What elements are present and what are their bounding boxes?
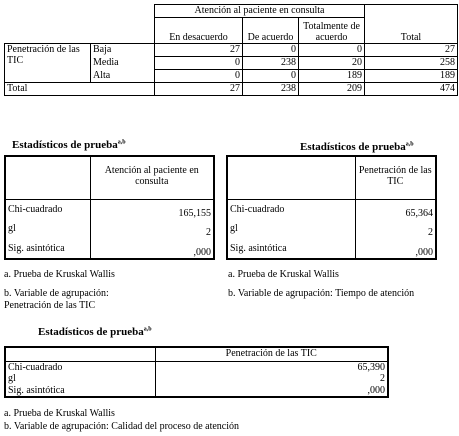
stats2-note-b: b. Variable de agrupación: Tiempo de atención: [228, 288, 415, 299]
stats1-value-chi: 165,155: [90, 199, 214, 219]
stats3-title-sup: a,b: [143, 326, 152, 333]
stats3-value-gl: 2: [155, 373, 388, 385]
cell: 27: [155, 83, 243, 96]
stats3-title: [38, 326, 152, 338]
stats3-note-b: b. Variable de agrupación: Calidad del proceso de atención: [4, 421, 240, 432]
cell: 0: [243, 44, 299, 57]
stats2-title-sup: a,b: [405, 141, 414, 148]
corner-blank: [5, 5, 155, 18]
stats3-label-sig: Sig. asintótica: [5, 385, 155, 397]
stats3-title-text: Estadísticos de prueba: [38, 326, 144, 338]
cell: 474: [365, 83, 458, 96]
stats1-corner: [5, 156, 90, 199]
cell: 238: [243, 57, 299, 70]
total-header-top: [365, 5, 458, 18]
stats2-value-sig: ,000: [355, 239, 436, 259]
stats1-note-b1: b. Variable de agrupación:: [4, 288, 109, 299]
crosstab-table: [4, 4, 458, 96]
row-group-label: Penetración de las TIC: [5, 44, 91, 83]
stats3-corner: [5, 347, 155, 361]
stats2-col-header: Penetración de las TIC: [355, 156, 436, 199]
cell: 27: [155, 44, 243, 57]
stats1-value-sig: ,000: [90, 239, 214, 259]
stats1-title-text: Estadísticos de prueba: [12, 139, 118, 151]
stats1-note-a: a. Prueba de Kruskal Wallis: [4, 269, 115, 280]
cell: 258: [365, 57, 458, 70]
stats2-title: [300, 141, 414, 153]
col-header-totalmente: Totalmente de acuerdo: [299, 18, 365, 44]
stats1-title: [12, 139, 126, 151]
total-row-label: Total: [5, 83, 155, 96]
stats3-label-chi: Chi-cuadrado: [5, 361, 155, 373]
stats2-value-gl: 2: [355, 219, 436, 239]
corner-blank-2: [5, 18, 155, 44]
stats1-label-sig: Sig. asintótica: [5, 239, 90, 259]
stats1-value-gl: 2: [90, 219, 214, 239]
stats2-label-chi: Chi-cuadrado: [227, 199, 355, 219]
stats2-note-a: a. Prueba de Kruskal Wallis: [228, 269, 339, 280]
row-label-media: Media: [91, 57, 155, 70]
cell: 0: [155, 70, 243, 83]
cell: 0: [155, 57, 243, 70]
cell: 209: [299, 83, 365, 96]
col-header-de-acuerdo: De acuerdo: [243, 18, 299, 44]
stats1-note-b2: Penetración de las TIC: [4, 300, 96, 311]
cell: 0: [243, 70, 299, 83]
stats2-title-text: Estadísticos de prueba: [300, 141, 406, 153]
cell: 238: [243, 83, 299, 96]
stats3-label-gl: gl: [5, 373, 155, 385]
stats1-label-chi: Chi-cuadrado: [5, 199, 90, 219]
stats2-corner: [227, 156, 355, 199]
stats1-table: [4, 155, 215, 260]
stats2-value-chi: 65,364: [355, 199, 436, 219]
cell: 20: [299, 57, 365, 70]
stats2-table: [226, 155, 437, 260]
col-header-en-desacuerdo: En desacuerdo: [155, 18, 243, 44]
stats3-table: [4, 346, 389, 398]
stats2-label-sig: Sig. asintótica: [227, 239, 355, 259]
stats3-note-a: a. Prueba de Kruskal Wallis: [4, 408, 115, 419]
row-label-alta: Alta: [91, 70, 155, 83]
col-header-total: Total: [365, 18, 458, 44]
stats1-col-header: Atención al paciente en consulta: [90, 156, 214, 199]
stats3-value-chi: 65,390: [155, 361, 388, 373]
stats3-col-header: Penetración de las TIC: [155, 347, 388, 361]
cell: 189: [365, 70, 458, 83]
cell: 189: [299, 70, 365, 83]
row-label-baja: Baja: [91, 44, 155, 57]
stats1-label-gl: gl: [5, 219, 90, 239]
crosstab-group-header: Atención al paciente en consulta: [155, 5, 365, 18]
cell: 27: [365, 44, 458, 57]
cell: 0: [299, 44, 365, 57]
stats2-label-gl: gl: [227, 219, 355, 239]
stats3-value-sig: ,000: [155, 385, 388, 397]
stats1-title-sup: a,b: [117, 139, 126, 146]
